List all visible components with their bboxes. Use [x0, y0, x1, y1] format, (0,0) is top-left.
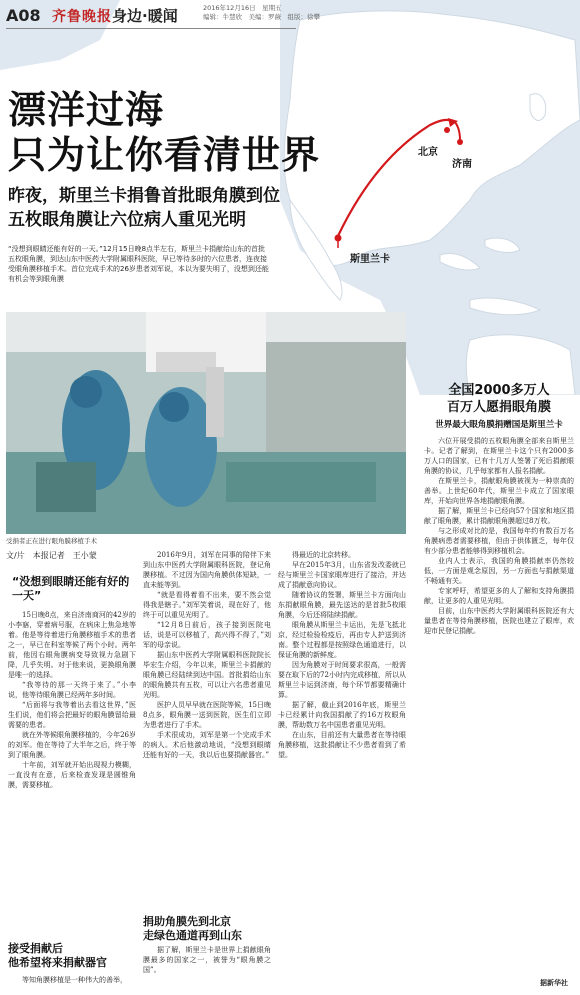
header-rule	[6, 28, 296, 29]
col1-tail	[8, 975, 136, 993]
meta-date: 2016年12月16日 星期五	[203, 4, 282, 12]
byline: 文/片 本报记者 王小蒙	[6, 551, 97, 560]
col3-para: 眼角膜从斯里兰卡运出，先是飞抵北京，经过检验检疫后，再由专人护送到济南。整个过程都是按照绿色通道进行，以保证角膜的新鲜度。	[278, 621, 406, 659]
col2-para: 医护人员早早就在医院等候，15日晚8点多，眼角膜一送到医院，医生们立即为患者进行了手术。	[143, 701, 271, 729]
col2-tail-para: 据了解，斯里兰卡是世界上捐献眼角膜最多的国家之一，被誉为“眼角膜之国”。	[143, 946, 271, 974]
subhead-line2: 五枚眼角膜让六位病人重见光明	[8, 210, 246, 230]
col4-para: 据了解，斯里兰卡已经向57个国家和地区捐献了眼角膜，累计捐献眼角膜超过8万枚。	[424, 507, 574, 525]
lead-paragraph: “没想到眼睛还能有好的一天。”12月15日晚8点半左右，斯里兰卡捐献给山东的首批五枚眼角膜，到达山东中医药大学附属眼科医院，早已等待多时的六位患者，连夜接受眼角膜移植手术。首位完成手术的26岁患者刘军说，本以为要失明了，没想到还能有机会等到眼角膜	[8, 245, 269, 283]
col4-para: 与之形成对比的是，我国每年约有数百万名角膜病患者需要移植，但由于供体匮乏，每年仅有少部分患者能够得到移植机会。	[424, 527, 574, 555]
col4-para: 业内人士表示，我国的角膜捐献率仍然较低，一方面是观念原因，另一方面也与捐献渠道不畅通有关。	[424, 557, 574, 585]
newspaper-logo: 齐鲁晚报	[52, 9, 112, 25]
map-label-beijing: 北京	[418, 147, 438, 158]
headline	[8, 88, 320, 178]
col2-para: 手术很成功，刘军是第一个完成手术的病人。术后他激动地说，“没想到眼睛还能有好的一天，我以后也要捐献器官。”	[143, 731, 271, 759]
col3-para: 随着协议的签署，斯里兰卡方面向山东捐献眼角膜，最先送达的是首批5枚眼角膜，今后还将陆续捐献。	[278, 591, 406, 619]
column-4	[424, 436, 574, 973]
photo-illustration	[6, 312, 406, 534]
col2-para: 2016年9月，刘军在同事的陪伴下来到山东中医药大学附属眼科医院，登记角膜移植。不过因为国内角膜供体短缺，一直未能等到。	[143, 551, 271, 589]
col3-para: 早在2015年3月，山东省发改委就已经与斯里兰卡国家眼库进行了接洽，并达成了捐献意向协议。	[278, 561, 406, 589]
sidebar-title: 全国2000多万人 百万人愿捐眼角膜	[446, 383, 551, 415]
col2-tail	[143, 945, 271, 993]
col1-para: 15日晚8点，来自济南商河的42岁的小李寤，穿着病号服，在病床上焦急地等着。他是等待着进行角膜移植手术的患者之一，早已在科室等候了两个小时。两年前，他因右眼角膜病变导致视力急剧下降，几乎失明。对于他来说，更换眼角膜是唯一的选择。	[8, 611, 136, 679]
meta-editors: 编辑：牛慧欣 美编：罗薇 组版：徐攀	[203, 13, 320, 21]
map-label-jinan: 济南	[452, 159, 472, 170]
col1-para: “我等待的那一天终于来了。”小李说，他等待眼角膜已经两年多时间。	[8, 681, 136, 699]
headline-line1: 漂洋过海	[8, 88, 165, 132]
sidebar-subtitle: 世界最大眼角膜捐赠国是斯里兰卡	[435, 420, 563, 430]
headline-line2: 只为让你看清世界	[8, 133, 321, 177]
page-header	[0, 0, 580, 28]
col3-para: 因为角膜对于时间要求很高，一般需要在取下后的72小时内完成移植，所以从斯里兰卡运到济南，每个环节都要精确计算。	[278, 661, 406, 699]
col2-para: “就是看得着看不出来，要不然会觉得我是瞎子。”刘军笑着说，现在好了，他终于可以重见光明了。	[143, 591, 271, 619]
col1-para: “后面将与我等着出去看这世界，”医生们说，他们将会把最好的眼角膜留给最需要的患者。	[8, 701, 136, 729]
column-1	[8, 610, 136, 935]
col1-subhead: 接受捐献后 他希望将来捐献器官	[8, 942, 107, 969]
pin-beijing	[444, 127, 450, 133]
column-3	[278, 550, 406, 993]
col3-para: 得最近的北京转移。	[292, 551, 355, 559]
credit: 据新华社	[540, 979, 568, 987]
page-number: A08	[6, 6, 41, 25]
col2-para: “12月8日前后，孩子接到医院电话，说是可以移植了，高兴得不得了，”刘军的母亲说。	[143, 621, 271, 649]
subheadline	[8, 184, 280, 232]
col4-para: 专家呼吁，希望更多的人了解和支持角膜捐献，让更多的人重见光明。	[424, 587, 574, 605]
col4-para: 在斯里兰卡，捐献眼角膜被视为一种崇高的善举。上世纪60年代，斯里兰卡成立了国家眼库，开始向世界各地捐献眼角膜。	[424, 477, 574, 505]
pin-jinan	[457, 139, 463, 145]
section-title: 身边·暖闻	[112, 7, 178, 25]
col4-para: 六位开展受捐的五枚眼角膜全部来自斯里兰卡。记者了解到，在斯里兰卡这个只有2000多万人口的国家，已有十几万人签署了死后捐献眼角膜的协议，几乎每家都有人报名捐献。	[424, 437, 574, 475]
col3-para: 据了解，截止到2016年底，斯里兰卡已经累计向我国捐献了约16万枚眼角膜，帮助数万名中国患者重见光明。	[278, 701, 406, 729]
col2-subhead: 捐助角膜先到北京 走绿色通道再到山东	[143, 915, 242, 942]
col4-para: 目前，山东中医药大学附属眼科医院还有大量患者在等待角膜移植，医院也建立了眼库，欢迎市民登记捐献。	[424, 607, 574, 635]
col1-para: 就在外等候眼角膜移植的，今年26岁的刘军。他在等待了大半年之后，终于等到了眼角膜。	[8, 731, 136, 759]
surgery-photo	[6, 312, 406, 534]
col1-tail-para: 等知角膜移植是一种伟大的善举，	[22, 976, 127, 984]
col2-para: 据山东中医药大学附属眼科医院院长毕宏生介绍，今年以来，斯里兰卡捐献的眼角膜已经陆续到达中国。首批捐给山东的眼角膜共有五枚，可以让六名患者重见光明。	[143, 651, 271, 699]
col1-para: 十年前，刘军就开始出现视力模糊，一直没有在意，后来检查发现是圆锥角膜，需要移植。	[8, 761, 136, 789]
photo-caption: 受捐者正在进行眼角膜移植手术	[6, 537, 97, 545]
subhead-line1: 昨夜，斯里兰卡捐鲁首批眼角膜到位	[8, 186, 280, 206]
column-2	[143, 550, 271, 910]
page-meta	[203, 4, 320, 22]
pull-quote: “没想到眼睛还能有好的一天”	[12, 575, 130, 602]
map-label-srilanka: 斯里兰卡	[350, 254, 390, 265]
col3-para: 在山东，目前还有大量患者在等待眼角膜移植，这批捐献让不少患者看到了希望。	[278, 731, 406, 759]
